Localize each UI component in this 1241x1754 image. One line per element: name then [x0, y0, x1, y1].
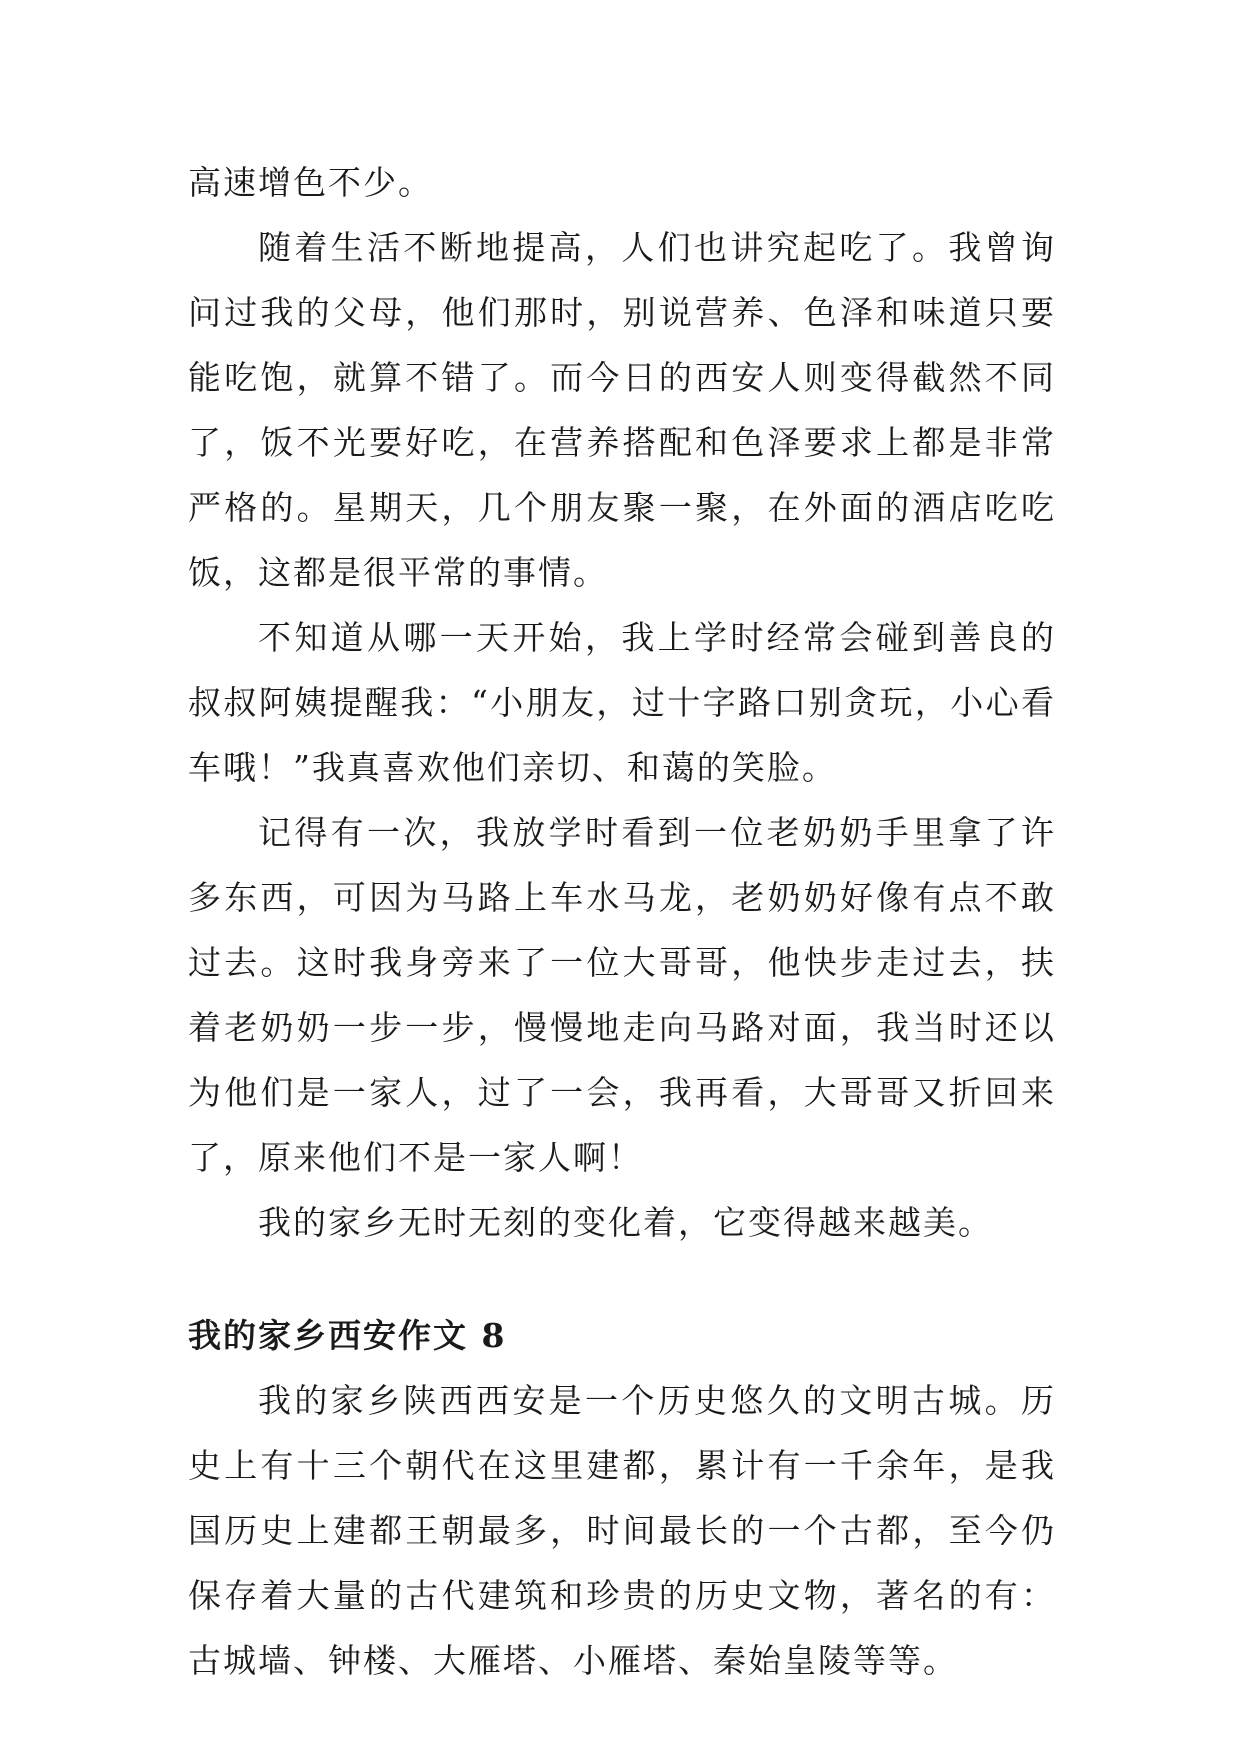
paragraph-grandma-story: 记得有一次，我放学时看到一位老奶奶手里拿了许多东西，可因为马路上车水马龙，老奶奶好像有点不敢过去。这时我身旁来了一位大哥哥，他快步走过去，扶着老奶奶一步一步，慢慢地走向马路对面，我当时还以为他们是一家人，过了一会，我再看，大哥哥又折回来了，原来他们不是一家人啊！: [188, 813, 1056, 1177]
paragraph-history: 我的家乡陕西西安是一个历史悠久的文明古城。历史上有十三个朝代在这里建都，累计有一千余年，是我国历史上建都王朝最多，时间最长的一个古都，至今仍保存着大量的古代建筑和珍贵的历史文物，著名的有：古城墙、钟楼、大雁塔、小雁塔、秦始皇陵等等。: [188, 1381, 1056, 1680]
paragraph-dining: 随着生活不断地提高，人们也讲究起吃了。我曾询问过我的父母，他们那时，别说营养、色泽和味道只要能吃饱，就算不错了。而今日的西安人则变得截然不同了，饭不光要好吃，在营养搭配和色泽要求上都是非常严格的。星期天，几个朋友聚一聚，在外面的酒店吃吃饭，这都是很平常的事情。: [188, 228, 1056, 592]
paragraph-reminder: 不知道从哪一天开始，我上学时经常会碰到善良的叔叔阿姨提醒我：“小朋友，过十字路口别贪玩，小心看车哦！”我真喜欢他们亲切、和蔼的笑脸。: [188, 618, 1056, 787]
paragraph-continuation: 高速增色不少。: [188, 163, 433, 202]
section-title: 我的家乡西安作文 8: [188, 1316, 507, 1355]
document-page: [188, 150, 1056, 1693]
paragraph-conclusion: 我的家乡无时无刻的变化着，它变得越来越美。: [258, 1203, 993, 1242]
